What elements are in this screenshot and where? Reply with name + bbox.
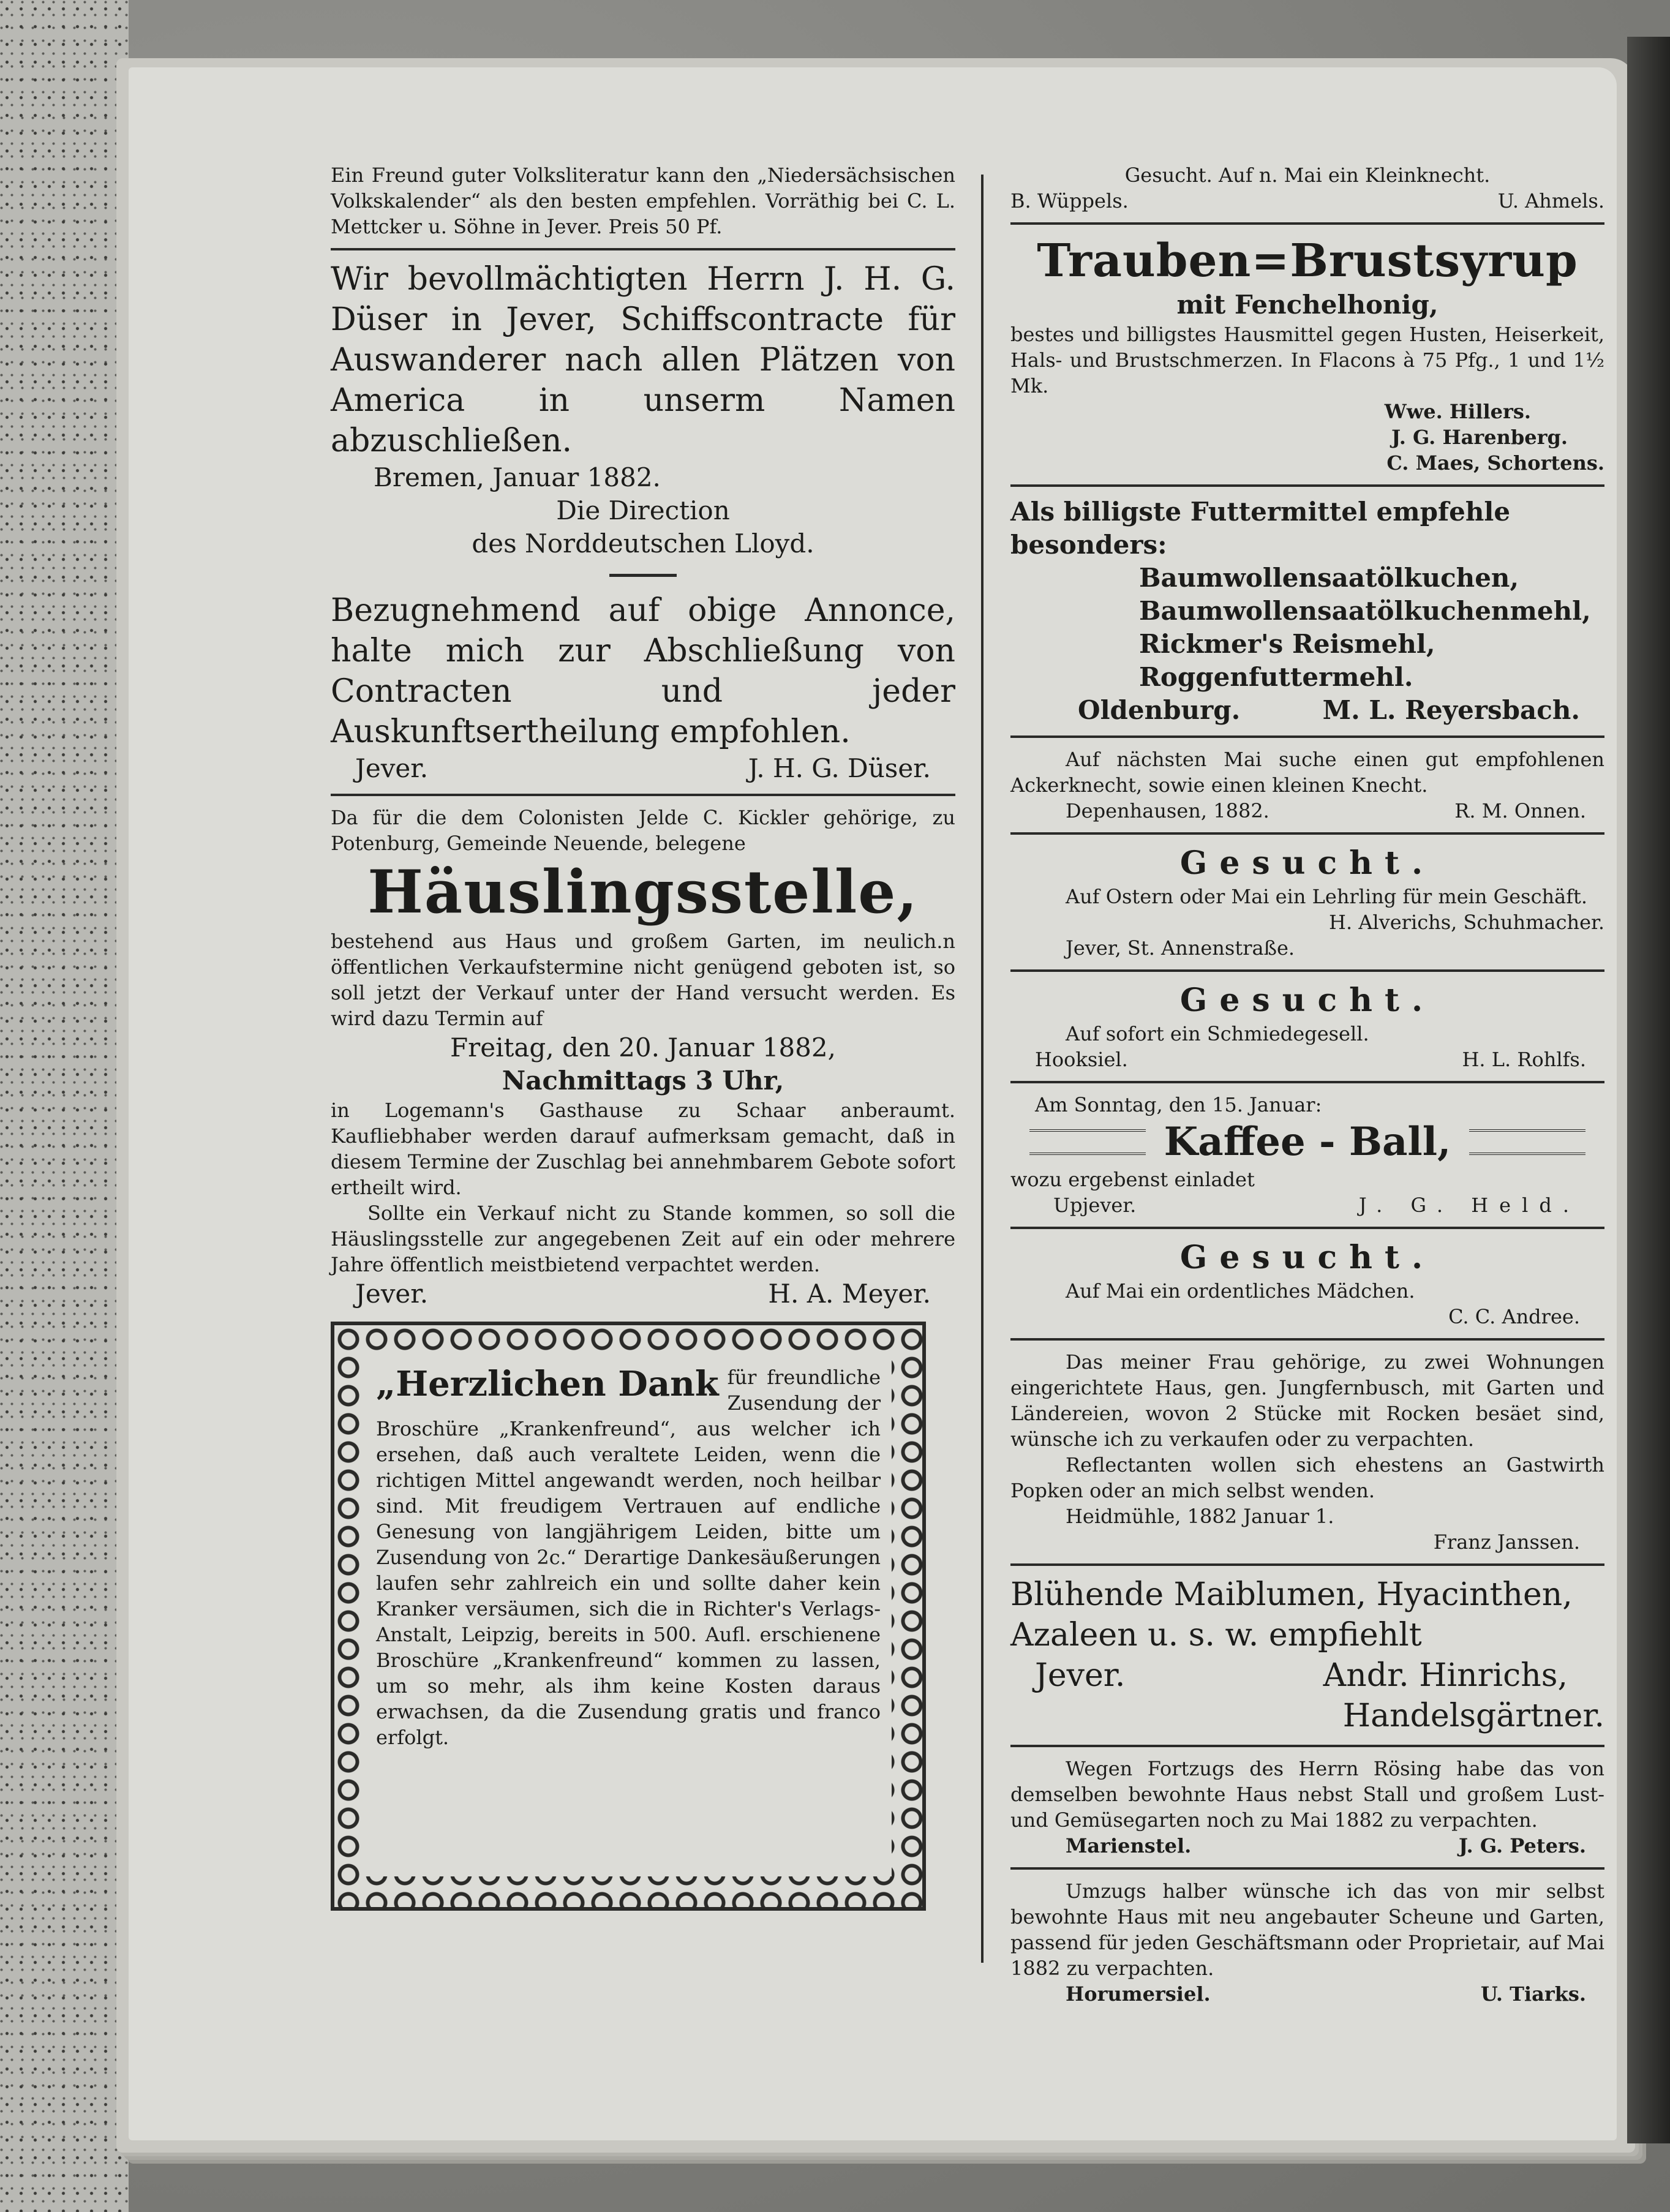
- gesucht-3-body: Auf Mai ein ordentliches Mädchen.: [1066, 1279, 1415, 1303]
- janssen-body: Das meiner Frau gehörige, zu zwei Wohnungen eingerichtete Haus, gen. Jungfernbusch, mit Garten und Ländereien, wovon 2 Stücke mit Rocken besäet sind, wünsche ich zu verkaufen oder zu verpachten.: [1010, 1350, 1604, 1451]
- tiarks-body: Umzugs halber wünsche ich das von mir selbst bewohnte Haus mit neu angebauter Scheune und Garten, passend für jeden Geschäftsmann oder Proprietair, auf Mai 1882 zu verpachten.: [1010, 1879, 1604, 1980]
- syrup-sub: mit Fenchelhonig,: [1176, 290, 1439, 320]
- tiarks-signature: [1010, 1981, 1604, 2007]
- page-content: [331, 162, 1604, 2110]
- ball-invite: wozu ergebenst einladet: [1010, 1168, 1255, 1191]
- knecht-signature: [1010, 188, 1604, 214]
- syrup-s2: J. G. Harenberg.: [1391, 426, 1568, 449]
- gesucht-2-body: Auf sofort ein Schmiedegesell.: [1066, 1022, 1369, 1045]
- futter-place: Oldenburg.: [1078, 695, 1241, 725]
- tiarks-name: U. Tiarks.: [1480, 1982, 1586, 2006]
- ornament-icon: [1029, 1129, 1146, 1155]
- futter-item: Roggenfuttermehl.: [1139, 662, 1413, 692]
- gesucht-1-name: H. Alverichs, Schuhmacher.: [1329, 911, 1604, 934]
- peters-place: Marienstel.: [1066, 1834, 1192, 1857]
- haeusling-signature: [331, 1277, 955, 1311]
- rule: [331, 248, 955, 250]
- rule: [1010, 969, 1604, 972]
- futter-name: M. L. Reyersbach.: [1322, 695, 1580, 725]
- blumen-ad: [1010, 1574, 1604, 1736]
- ornament-icon: [1469, 1129, 1585, 1155]
- onnen-name: R. M. Onnen.: [1454, 799, 1586, 822]
- blumen-line1: Blühende Maiblumen, Hyacinthen,: [1010, 1576, 1573, 1613]
- futter-signature: [1010, 694, 1604, 727]
- ball-date: Am Sonntag, den 15. Januar:: [1035, 1093, 1322, 1116]
- book-edge-speckle: [0, 0, 129, 2212]
- column-divider: [981, 175, 984, 1963]
- dueser-place: Jever.: [355, 753, 429, 783]
- syrup-s3: C. Maes, Schortens.: [1386, 451, 1604, 475]
- gesucht-title: Gesucht.: [1179, 1239, 1435, 1276]
- gesucht-1-place: Jever, St. Annenstraße.: [1066, 936, 1295, 960]
- gesucht-3-name: C. C. Andree.: [1448, 1305, 1580, 1328]
- rule: [1010, 735, 1604, 738]
- janssen-name: Franz Janssen.: [1433, 1530, 1580, 1554]
- tiarks-place: Horumersiel.: [1066, 1982, 1211, 2006]
- dank-ad-frame: [331, 1322, 926, 1911]
- dank-head: „Herzlichen Dank: [376, 1364, 719, 1404]
- gesucht-3-ad: [1010, 1238, 1604, 1330]
- lloyd-date: Bremen, Januar 1882.: [374, 462, 661, 492]
- rule: [1010, 222, 1604, 225]
- gesucht-2-place: Hooksiel.: [1035, 1048, 1128, 1071]
- short-rule: [609, 574, 677, 577]
- rule: [1010, 1081, 1604, 1083]
- onnen-signature: [1010, 798, 1604, 824]
- onnen-place: Depenhausen, 1882.: [1066, 799, 1269, 822]
- haeusling-place: Jever.: [355, 1279, 429, 1309]
- right-column: [1010, 162, 1604, 2007]
- gesucht-2-name: H. L. Rohlfs.: [1462, 1048, 1586, 1071]
- dueser-body: Bezugnehmend auf obige Annonce, halte mich zur Abschließung von Contracten und jeder Auskunftsertheilung empfohlen.: [331, 592, 955, 750]
- syrup-s1: Wwe. Hillers.: [1384, 400, 1531, 423]
- left-column: [331, 162, 955, 1911]
- peters-ad: [1010, 1756, 1604, 1859]
- onnen-ad: [1010, 747, 1604, 824]
- lloyd-sign1: Die Direction: [556, 495, 730, 525]
- futter-item: Rickmer's Reismehl,: [1139, 629, 1435, 659]
- janssen-ad: [1010, 1349, 1604, 1555]
- gesucht-title: Gesucht.: [1179, 845, 1435, 882]
- syrup-title: Trauben=Brustsyrup: [1037, 235, 1578, 287]
- haeusling-body2: in Logemann's Gasthause zu Schaar anberaumt. Kaufliebhaber werden darauf aufmerksam gemacht, daß in diesem Termine der Zuschlag bei annehmbarem Gebote sofort ertheilt wird.: [331, 1099, 955, 1199]
- knecht-ad: [1010, 162, 1604, 214]
- syrup-body: bestes und billigstes Hausmittel gegen Husten, Heiserkeit, Hals- und Brustschmerzen. In Flacons à 75 Pfg., 1 und 1½ Mk.: [1010, 323, 1604, 397]
- dueser-name: J. H. G. Düser.: [748, 753, 931, 783]
- haeusling-intro: Da für die dem Colonisten Jelde C. Kickler gehörige, zu Potenburg, Gemeinde Neuende, belegene: [331, 806, 955, 855]
- peters-name: J. G. Peters.: [1458, 1834, 1586, 1857]
- rule: [1010, 484, 1604, 487]
- haeusling-date: Freitag, den 20. Januar 1882,: [450, 1033, 836, 1063]
- gesucht-1-body: Auf Ostern oder Mai ein Lehrling für mein Geschäft.: [1066, 885, 1588, 908]
- knecht-right: U. Ahmels.: [1497, 189, 1604, 213]
- tiarks-ad: [1010, 1878, 1604, 2007]
- ball-title: Kaffee - Ball,: [1164, 1119, 1451, 1165]
- gesucht-title: Gesucht.: [1179, 982, 1435, 1019]
- ball-signature: [1010, 1192, 1604, 1218]
- book-spine: [1627, 37, 1670, 2143]
- ball-title-row: [1010, 1118, 1604, 1167]
- onnen-body: Auf nächsten Mai suche einen gut empfohlenen Ackerknecht, sowie einen kleinen Knecht.: [1010, 748, 1604, 797]
- gesucht-2-ad: [1010, 980, 1604, 1072]
- blumen-name: Andr. Hinrichs,: [1323, 1657, 1568, 1694]
- futter-item: Baumwollensaatölkuchen,: [1139, 563, 1519, 593]
- haeusling-body3: Sollte ein Verkauf nicht zu Stande kommen, so soll die Häuslingsstelle zur angegebenen Zeit auf ein oder mehrere Jahre öffentlich meistbietend verpachtet werden.: [331, 1202, 955, 1276]
- volks-ad: Ein Freund guter Volksliteratur kann den „Niedersächsischen Volkskalender“ als den besten empfehlen. Vorräthig bei C. L. Mettcker u. Söhne in Jever. Preis 50 Pf.: [331, 164, 955, 238]
- knecht-left: B. Wüppels.: [1010, 189, 1129, 213]
- haeusling-title: Häuslingsstelle,: [367, 857, 919, 927]
- blumen-place: Jever.: [1035, 1657, 1126, 1694]
- blumen-signature: [1010, 1655, 1604, 1696]
- rule: [1010, 1563, 1604, 1566]
- dank-ad: [365, 1356, 892, 1876]
- rule: [1010, 832, 1604, 835]
- lloyd-ad: [331, 259, 955, 785]
- janssen-date: Heidmühle, 1882 Januar 1.: [1066, 1505, 1334, 1528]
- janssen-body2: Reflectanten wollen sich ehestens an Gastwirth Popken oder an mich selbst wenden.: [1010, 1453, 1604, 1502]
- rule: [1010, 1227, 1604, 1229]
- lloyd-body: Wir bevollmächtigten Herrn J. H. G. Düser in Jever, Schiffscontracte für Auswanderer nach allen Plätzen von America in unserm Namen abzuschließen.: [331, 261, 955, 459]
- lloyd-sign2: des Norddeutschen Lloyd.: [472, 529, 814, 559]
- futter-ad: [1010, 495, 1604, 727]
- dueser-signature: [331, 752, 955, 785]
- syrup-ad: [1010, 233, 1604, 476]
- futter-head: Als billigste Futtermittel empfehle besonders:: [1010, 497, 1511, 560]
- peters-signature: [1010, 1833, 1604, 1859]
- gesucht-1-ad: [1010, 843, 1604, 961]
- peters-body: Wegen Fortzugs des Herrn Rösing habe das von demselben bewohnte Haus nebst Stall und großem Lust- und Gemüsegarten noch zu Mai 1882 zu verpachten.: [1010, 1757, 1604, 1832]
- rule: [1010, 1867, 1604, 1870]
- blumen-title: Handelsgärtner.: [1342, 1698, 1604, 1734]
- haeusling-time: Nachmittags 3 Uhr,: [502, 1066, 784, 1096]
- dank-body: für freundliche Zusendung der Broschüre „Krankenfreund“, aus welcher ich ersehen, daß auch veraltete Leiden, wenn die richtigen Mittel angewandt werden, noch heilbar sind. Mit freudigem Vertrauen auf endliche Genesung von langjährigem Leiden, bitte um Zusendung von 2c.“ Derartige Dankesäußerungen laufen sehr zahlreich ein und sollte daher kein Kranker versäumen, sich die in Richter's Verlags-Anstalt, Leipzig, bereits in 500. Aufl. erschienene Broschüre „Krankenfreund“ kommen zu lassen, um so mehr, als ihm keine Kosten daraus erwachsen, da die Zusendung gratis und franco erfolgt.: [376, 1366, 881, 1749]
- rule: [1010, 1338, 1604, 1341]
- futter-item: Baumwollensaatölkuchenmehl,: [1139, 596, 1591, 626]
- ball-ad: [1010, 1092, 1604, 1218]
- ball-name: J. G. Held.: [1358, 1194, 1580, 1217]
- haeusling-ad: [331, 805, 955, 1311]
- gesucht-2-signature: [1010, 1047, 1604, 1072]
- rule: [1010, 1745, 1604, 1747]
- knecht-line: Gesucht. Auf n. Mai ein Kleinknecht.: [1124, 164, 1491, 187]
- blumen-line2: Azaleen u. s. w. empfiehlt: [1010, 1617, 1422, 1653]
- haeusling-body: bestehend aus Haus und großem Garten, im neulich.n öffentlichen Verkaufstermine nicht genügend geboten ist, so soll jetzt der Verkauf unter der Hand versucht werden. Es wird dazu Termin auf: [331, 930, 955, 1030]
- ball-place: Upjever.: [1053, 1194, 1137, 1217]
- haeusling-name: H. A. Meyer.: [768, 1279, 931, 1309]
- rule: [331, 794, 955, 796]
